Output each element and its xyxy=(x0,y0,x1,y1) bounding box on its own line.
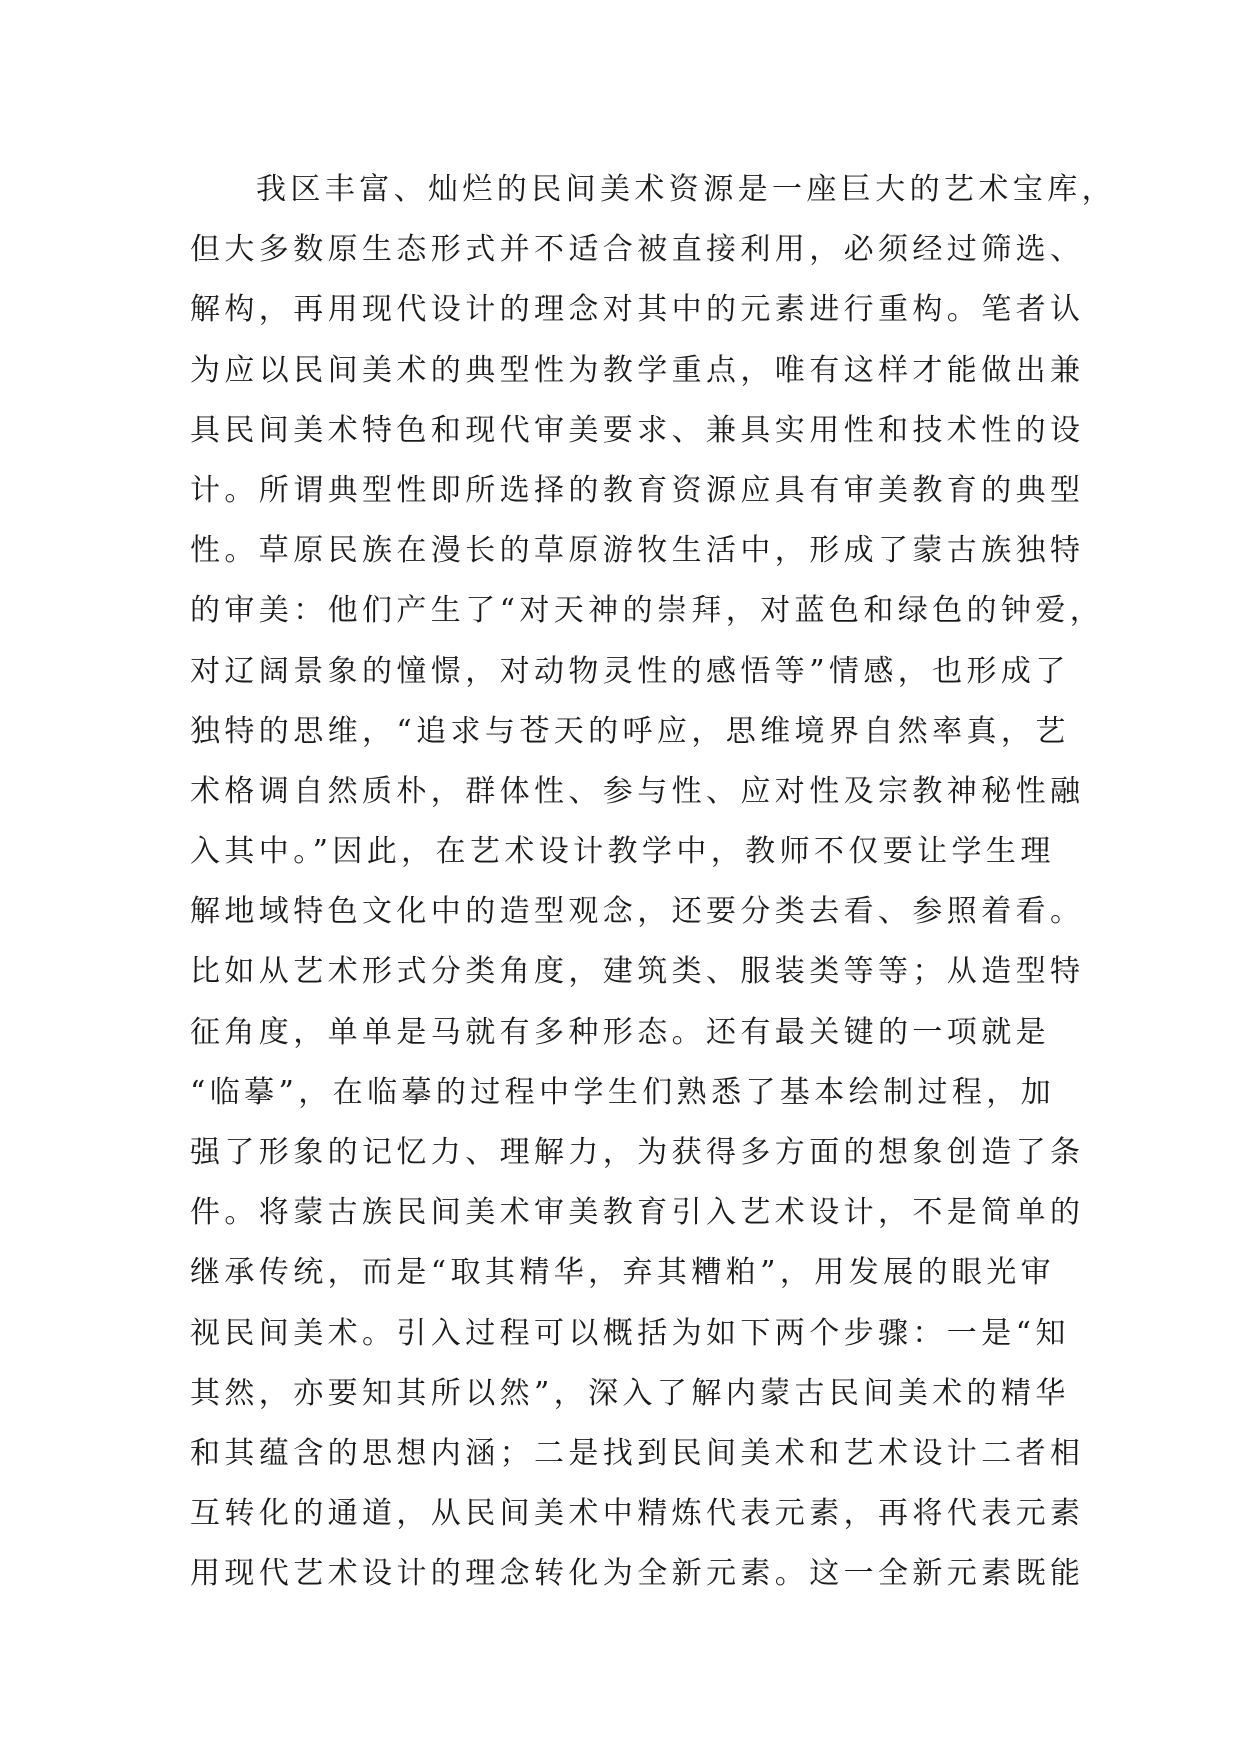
text-line-17: 强了形象的记忆力、理解力，为获得多方面的想象创造了条 xyxy=(190,1135,1085,1170)
text-line-15: 征角度，单单是马就有多种形态。还有最关键的一项就是 xyxy=(190,1014,1050,1050)
text-line-7: 性。草原民族在漫长的草原游牧生活中，形成了蒙古族独特 xyxy=(190,533,1085,569)
text-line-3: 解构，再用现代设计的理念对其中的元素进行重构。笔者认 xyxy=(190,292,1085,328)
text-line-6: 计。所谓典型性即所选择的教育资源应具有审美教育的典型 xyxy=(190,472,1085,508)
text-line-16: “临摹”，在临摹的过程中学生们熟悉了基本绘制过程，加 xyxy=(190,1074,1056,1110)
text-line-18: 件。将蒙古族民间美术审美教育引入艺术设计，不是简单的 xyxy=(190,1195,1085,1231)
text-line-5: 具民间美术特色和现代审美要求、兼具实用性和技术性的设 xyxy=(190,412,1085,448)
text-line-13: 解地域特色文化中的造型观念，还要分类去看、参照着看。 xyxy=(190,894,1085,930)
text-line-8: 的审美：他们产生了“对天神的崇拜，对蓝色和绿色的钟爱， xyxy=(190,593,1105,629)
text-line-4: 为应以民间美术的典型性为教学重点，唯有这样才能做出兼 xyxy=(190,352,1085,388)
text-line-2: 但大多数原生态形式并不适合被直接利用，必须经过筛选、 xyxy=(190,232,1085,268)
text-line-19: 继承传统，而是“取其精华，弃其糟粕”，用发展的眼光审 xyxy=(190,1255,1056,1291)
text-line-9: 对辽阔景象的憧憬，对动物灵性的感悟等”情感，也形成了 xyxy=(190,653,1070,689)
text-line-11: 术格调自然质朴，群体性、参与性、应对性及宗教神秘性融 xyxy=(190,773,1085,809)
text-line-20: 视民间美术。引入过程可以概括为如下两个步骤：一是“知 xyxy=(190,1315,1070,1351)
text-line-1: 我区丰富、灿烂的民间美术资源是一座巨大的艺术宝库， xyxy=(256,172,1116,207)
text-line-12: 入其中。”因此，在艺术设计教学中，教师不仅要让学生理 xyxy=(190,834,1055,870)
text-line-14: 比如从艺术形式分类角度，建筑类、服装类等等；从造型特 xyxy=(190,954,1085,990)
text-line-10: 独特的思维，“追求与苍天的呼应，思维境界自然率真，艺 xyxy=(190,713,1070,749)
text-line-23: 互转化的通道，从民间美术中精炼代表元素，再将代表元素 xyxy=(190,1496,1085,1532)
text-line-22: 和其蕴含的思想内涵；二是找到民间美术和艺术设计二者相 xyxy=(190,1435,1085,1471)
text-line-21: 其然，亦要知其所以然”，深入了解内蒙古民间美术的精华 xyxy=(190,1375,1070,1411)
body-paragraph xyxy=(190,160,1116,1605)
text-line-24: 用现代艺术设计的理念转化为全新元素。这一全新元素既能 xyxy=(190,1556,1085,1592)
